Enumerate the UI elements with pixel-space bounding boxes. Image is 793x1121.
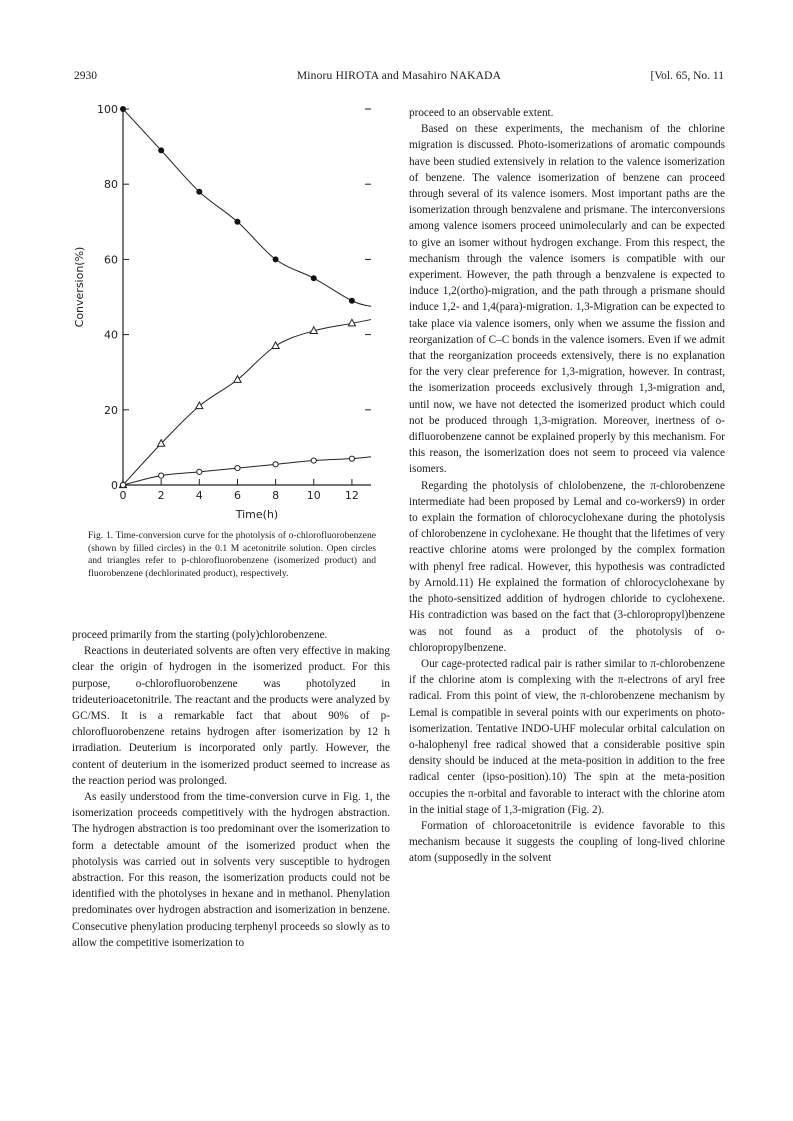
data-point-filled-circle bbox=[158, 147, 164, 153]
data-point-open-circle bbox=[197, 469, 202, 474]
y-tick-label: 80 bbox=[104, 178, 118, 192]
figure-caption bbox=[88, 530, 376, 580]
left-paragraph-1: proceed primarily from the starting (poly)chlorobenzene. bbox=[72, 629, 328, 641]
page-number: 2930 bbox=[74, 70, 97, 82]
data-point-open-circle bbox=[311, 458, 316, 463]
y-tick-label: 100 bbox=[97, 103, 118, 116]
series-3-line bbox=[123, 457, 371, 485]
data-point-open-circle bbox=[273, 462, 278, 467]
figure-1 bbox=[72, 100, 390, 530]
x-tick-label: 12 bbox=[344, 489, 359, 502]
data-point-open-circle bbox=[235, 465, 240, 470]
series-1-line bbox=[123, 109, 371, 306]
right-paragraph-3: Regarding the photolysis of chlolobenzene, the π-chlorobenzene intermediate had been proposed by Lemal and co-workers9) in order to explain the formation of chlorocyclohexane during the photolysis of chlorobenzene in cyclohexane. He thought that the lifetimes of very reactive chlorine atoms were prolonged by the complex formation with phenyl free radical. However, this hypothesis was contradicted by Arnold.11) He explained the formation of chlorocyclohexane by the photo-sensitized addition of hydrogen chloride to cyclohexene. His contradiction was based on the fact that (3-chloropropyl)benzene was not found as a product of the photolysis of o-chloropropylbenzene. bbox=[409, 479, 725, 654]
x-tick-label: 2 bbox=[157, 489, 165, 502]
x-tick-label: 6 bbox=[233, 489, 241, 502]
data-point-open-circle bbox=[159, 473, 164, 478]
data-point-filled-circle bbox=[349, 298, 355, 304]
y-axis-title: Conversion(%) bbox=[73, 246, 86, 328]
data-point-open-circle bbox=[120, 482, 125, 487]
x-axis-title: Time(h) bbox=[235, 508, 279, 521]
data-point-open-triangle bbox=[234, 376, 241, 383]
running-authors: Minoru HIROTA and Masahiro NAKADA bbox=[296, 70, 502, 82]
data-point-filled-circle bbox=[120, 106, 126, 112]
data-point-filled-circle bbox=[311, 275, 317, 281]
data-point-open-triangle bbox=[272, 342, 279, 349]
right-paragraph-5: Formation of chloroacetonitrile is evidence favorable to this mechanism because it suggests the coupling of long-lived chlorine atom (supposedly in the solvent bbox=[409, 819, 725, 865]
x-tick-label: 4 bbox=[195, 489, 203, 502]
data-point-open-triangle bbox=[196, 402, 203, 409]
figure-caption-text: Fig. 1. Time-conversion curve for the photolysis of o-chlorofluorobenzene (shown by filled circles) in the 0.1 M acetonitrile solution. Open circles and triangles refer to p-chlorofluorobenzene (isomerized product) and fluorobenzene (dechlorinated product), respectively. bbox=[88, 530, 376, 579]
left-paragraph-2: Reactions in deuteriated solvents are often very effective in making clear the origin of hydrogen in the isomerized product. For this purpose, o-chlorofluorobenzene was photolyzed in trideuterioacetonitrile. The reactant and the products were analyzed by GC/MS. It is a remarkable fact that about 90% of p-chlorofluorobenzene retains hydrogen after isomerization by 12 h irradiation. Deuterium is incorporated only partly. However, the content of deuterium in the isomerized product seemed to increase as the reaction period was prolonged. bbox=[72, 645, 390, 787]
right-paragraph-1: proceed to an observable extent. bbox=[409, 107, 554, 119]
x-tick-label: 10 bbox=[306, 489, 321, 502]
volume-info: [Vol. 65, No. 11 bbox=[650, 70, 724, 82]
right-paragraph-4: Our cage-protected radical pair is rather similar to π-chlorobenzene if the chlorine atom is complexing with the π-electrons of aryl free radical. From this point of view, the π-chlorobenzene mechanism by Lemal is compatible in several points with our experiments on photo-isomerization. Tentative INDO-UHF molecular orbital calculation on o-halophenyl free radical showed that a considerable positive spin density should be induced at the meta-position in addition to the free radical center (ipso-position).10) The spin at the meta-position occupies the π-orbital and favorable to interact with the chlorine atom in the initial stage of 1,3-migration (Fig. 2). bbox=[409, 657, 725, 816]
data-point-open-circle bbox=[349, 456, 354, 461]
data-point-filled-circle bbox=[273, 256, 279, 262]
x-tick-label: 8 bbox=[272, 489, 280, 502]
left-column bbox=[72, 627, 390, 951]
y-tick-label: 40 bbox=[104, 328, 118, 342]
right-column bbox=[409, 105, 725, 867]
data-point-filled-circle bbox=[196, 189, 202, 195]
right-paragraph-2: Based on these experiments, the mechanism of the chlorine migration is discussed. Photo-isomerizations of aromatic compounds have been studied extensively in relation to the valence isomerization of benzene. The valence isomerization of benzene can proceed through several of its valence isomers. Most important paths are the isomerization through benzvalene and prismane. The interconversions among valence isomers proceed unimolecularly and can be expected to give an isomer without hydrogen exchange. From this respect, the mechanism through the valence isomers is compatible with our experiment. However, the path through a benzvalene is expected to induce 1,2(ortho)-migration, and the path through a prismane should induce 1,2- and 1,4(para)-migration. 1,3-Migration can be expected to take place via valence isomers, only when we assume the fission and reorganization of C–C bonds in the valence isomers. Even if we admit that the reorganization proceeds extensively, there is no explanation for the very clear preference for 1,3-migration, however. In contrast, the isomerization proceeds exclusively through 1,3-migration and, until now, we have not detected the isomerized product which could not be produced through 1,3-migration. Moreover, inertness of o-difluorobenzene cannot be explained properly by this mechanism. For this reason, the isomerization does not seem to proceed via valence isomers. bbox=[409, 123, 725, 476]
page-header bbox=[74, 70, 724, 88]
y-tick-label: 20 bbox=[104, 403, 118, 417]
data-point-filled-circle bbox=[234, 219, 240, 225]
series-2-line bbox=[123, 320, 371, 485]
y-tick-label: 60 bbox=[104, 253, 118, 267]
left-paragraph-3: As easily understood from the time-conversion curve in Fig. 1, the isomerization proceeds competitively with the hydrogen abstraction. The hydrogen abstraction is too predominant over the isomerization to form a detectable amount of the isomerized product when the photolysis was carried out in solvents very susceptible to hydrogen abstraction. For this reason, the isomerization products could not be identified with the photolyses in hexane and in methanol. Phenylation predominates over hydrogen abstraction and isomerization in benzene. Consecutive phenylation producing terphenyl proceeds so slowly as to allow the competitive isomerization to bbox=[72, 791, 390, 949]
time-conversion-chart bbox=[72, 100, 390, 530]
x-tick-label: 0 bbox=[119, 489, 127, 502]
y-tick-label: 0 bbox=[111, 479, 118, 492]
